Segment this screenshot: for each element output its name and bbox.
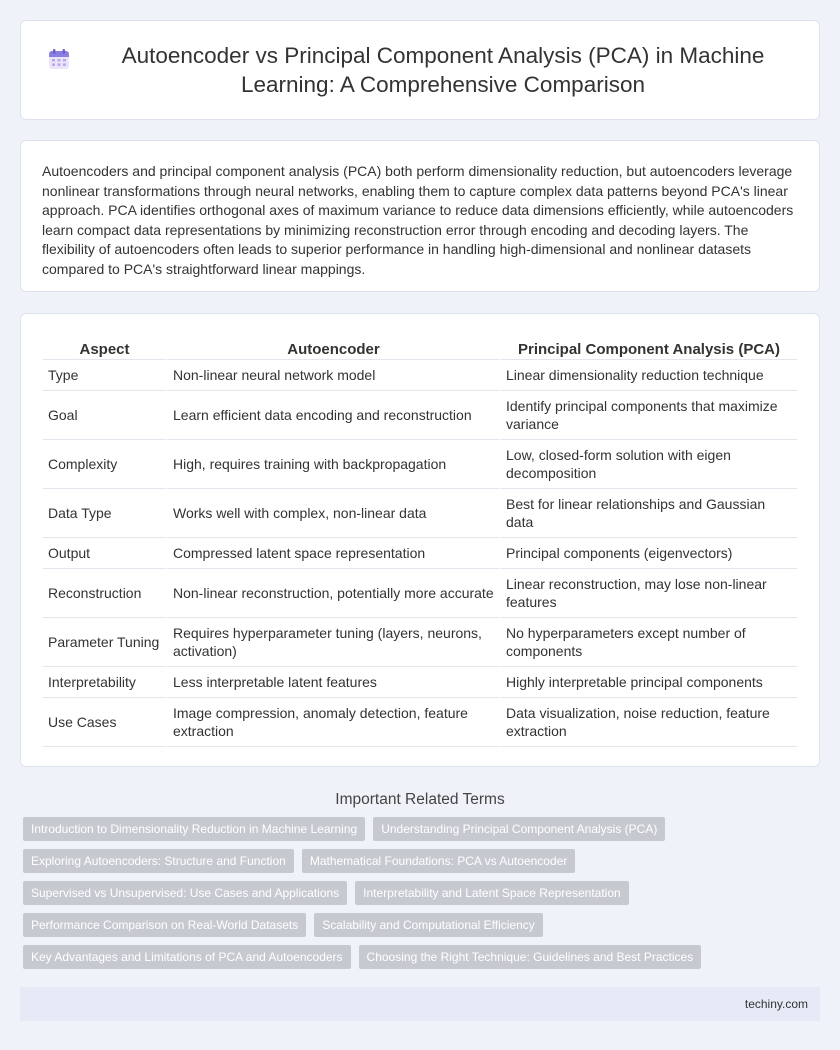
cell-autoencoder: Requires hyperparameter tuning (layers, neurons, activation) — [166, 618, 499, 667]
cell-pca: Data visualization, noise reduction, feature extraction — [499, 698, 797, 747]
table-row — [43, 569, 797, 618]
related-terms-section — [0, 789, 840, 977]
cell-pca: Principal components (eigenvectors) — [499, 538, 797, 569]
cell-aspect: Reconstruction — [43, 569, 166, 618]
related-terms-title: Important Related Terms — [335, 791, 505, 808]
tag-row — [23, 913, 817, 945]
table-header-row — [43, 334, 797, 360]
intro-paragraph: Autoencoders and principal component analysis (PCA) both perform dimensionality reduction, but autoencoders leverage nonlinear transformations through neural networks, enabling them to capture complex data patterns beyond PCA's linear approach. PCA identifies orthogonal axes of maximum variance to reduce data dimensions efficiently, while autoencoders learn compact data representations by minimizing reconstruction error through encoding and decoding layers. The flexibility of autoencoders often leads to superior performance in handling high-dimensional and nonlinear datasets compared to PCA's straightforward linear mappings. — [42, 163, 794, 277]
header-autoencoder: Autoencoder — [166, 334, 499, 360]
tag-row — [23, 881, 817, 913]
page-title: Autoencoder vs Principal Component Analysis (PCA) in Machine Learning: A Comprehensive Comparison — [121, 43, 765, 97]
related-tag[interactable]: Mathematical Foundations: PCA vs Autoencoder — [302, 849, 575, 873]
table-row — [43, 489, 797, 538]
comparison-table — [43, 334, 797, 747]
intro-card — [20, 140, 820, 292]
tag-row — [23, 849, 817, 881]
cell-autoencoder: Compressed latent space representation — [166, 538, 499, 569]
cell-autoencoder: Less interpretable latent features — [166, 667, 499, 698]
cell-aspect: Use Cases — [43, 698, 166, 747]
cell-aspect: Type — [43, 360, 166, 391]
tag-row — [23, 945, 817, 977]
cell-aspect: Data Type — [43, 489, 166, 538]
table-row — [43, 391, 797, 440]
comparison-table-card — [20, 313, 820, 767]
cell-autoencoder: Image compression, anomaly detection, feature extraction — [166, 698, 499, 747]
cell-pca: Identify principal components that maximize variance — [499, 391, 797, 440]
related-tags — [0, 817, 840, 977]
table-row — [43, 360, 797, 391]
tag-row — [23, 817, 817, 849]
related-tag[interactable]: Key Advantages and Limitations of PCA and Autoencoders — [23, 945, 351, 969]
table-row — [43, 618, 797, 667]
related-tag[interactable]: Supervised vs Unsupervised: Use Cases and Applications — [23, 881, 347, 905]
cell-pca: Low, closed-form solution with eigen decomposition — [499, 440, 797, 489]
table-row — [43, 667, 797, 698]
table-row — [43, 698, 797, 747]
header-card — [20, 20, 820, 120]
cell-aspect: Interpretability — [43, 667, 166, 698]
related-tag[interactable]: Interpretability and Latent Space Representation — [355, 881, 629, 905]
cell-aspect: Output — [43, 538, 166, 569]
cell-autoencoder: Works well with complex, non-linear data — [166, 489, 499, 538]
cell-pca: Highly interpretable principal components — [499, 667, 797, 698]
cell-autoencoder: Non-linear neural network model — [166, 360, 499, 391]
cell-pca: Best for linear relationships and Gaussian data — [499, 489, 797, 538]
related-tag[interactable]: Performance Comparison on Real-World Datasets — [23, 913, 306, 937]
table-row — [43, 538, 797, 569]
footer-site-link[interactable]: techiny.com — [744, 997, 808, 1011]
header-pca: Principal Component Analysis (PCA) — [499, 334, 797, 360]
table-row — [43, 440, 797, 489]
related-tag[interactable]: Choosing the Right Technique: Guidelines and Best Practices — [359, 945, 702, 969]
cell-aspect: Complexity — [43, 440, 166, 489]
cell-pca: No hyperparameters except number of components — [499, 618, 797, 667]
cell-pca: Linear dimensionality reduction technique — [499, 360, 797, 391]
header-aspect: Aspect — [43, 334, 166, 360]
related-tag[interactable]: Understanding Principal Component Analysis (PCA) — [373, 817, 665, 841]
footer — [20, 987, 820, 1021]
related-tag[interactable]: Scalability and Computational Efficiency — [314, 913, 543, 937]
cell-autoencoder: Learn efficient data encoding and reconstruction — [166, 391, 499, 440]
calendar-icon — [47, 47, 71, 71]
cell-aspect: Goal — [43, 391, 166, 440]
related-tag[interactable]: Introduction to Dimensionality Reduction in Machine Learning — [23, 817, 365, 841]
cell-pca: Linear reconstruction, may lose non-linear features — [499, 569, 797, 618]
cell-autoencoder: Non-linear reconstruction, potentially more accurate — [166, 569, 499, 618]
cell-aspect: Parameter Tuning — [43, 618, 166, 667]
related-tag[interactable]: Exploring Autoencoders: Structure and Function — [23, 849, 294, 873]
cell-autoencoder: High, requires training with backpropagation — [166, 440, 499, 489]
